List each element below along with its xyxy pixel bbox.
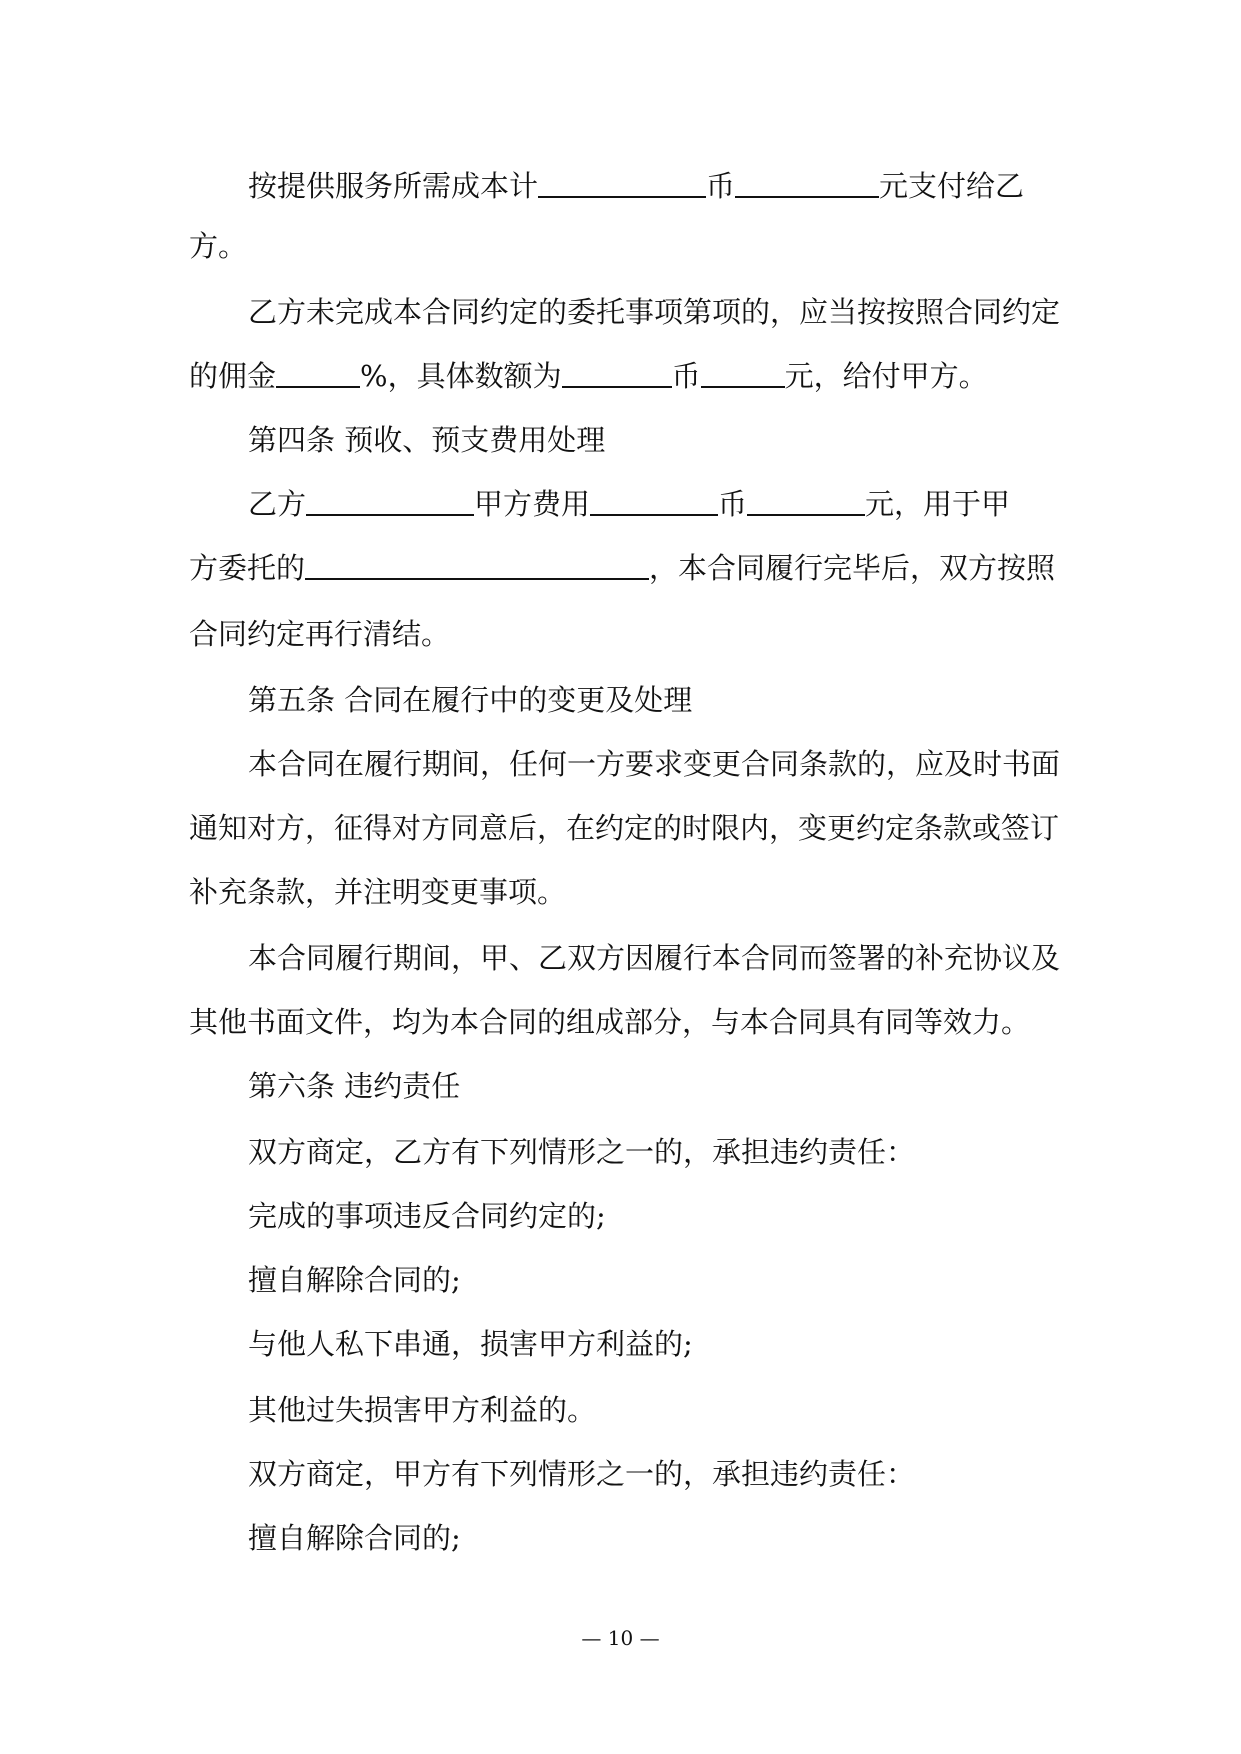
list-item [248,1390,596,1430]
paragraph-line [248,1132,915,1172]
text-segment: 甲方费用 [474,487,591,521]
text-segment: 方。 [189,229,248,263]
text-segment: 元，给付甲方。 [784,359,988,393]
paragraph-line [189,548,1055,588]
section-heading: 第六条 违约责任 [248,1069,461,1103]
list-item [248,1324,693,1364]
text-segment: 按提供服务所需成本计 [248,169,539,203]
fill-in-blank [701,356,785,388]
paragraph-line [189,614,450,654]
paragraph-line [189,872,566,912]
fill-in-blank [305,548,649,580]
fill-in-blank [747,484,865,516]
paragraph-line [248,938,1060,978]
paragraph-line [248,1454,915,1494]
section-heading: 第四条 预收、预支费用处理 [248,423,606,457]
text-segment: 本合同在履行期间，任何一方要求变更合同条款的，应及时书面 [248,747,1061,781]
text-segment: 的佣金 [189,359,277,393]
text-segment: 完成的事项违反合同约定的; [248,1199,606,1233]
text-segment: 币 [718,487,748,521]
text-segment: ，本合同履行完毕后，双方按照 [649,551,1056,585]
text-segment: 双方商定，乙方有下列情形之一的，承担违约责任： [248,1135,916,1169]
list-item [248,1518,461,1558]
fill-in-blank [590,484,718,516]
page-number: — 10 — [581,1626,660,1650]
text-segment: 方委托的 [189,551,306,585]
list-item [248,1260,461,1300]
text-segment: 本合同履行期间，甲、乙双方因履行本合同而签署的补充协议及 [248,941,1061,975]
paragraph-line [189,808,1059,848]
text-segment: 擅自解除合同的; [248,1521,461,1555]
paragraph-line [189,356,988,396]
text-segment: 通知对方，征得对方同意后，在约定的时限内，变更约定条款或签订 [189,811,1060,845]
text-segment: %，具体数额为 [360,359,562,393]
fill-in-blank [306,484,474,516]
text-segment: 其他书面文件，均为本合同的组成部分，与本合同具有同等效力。 [189,1005,1031,1039]
section-heading: 第五条 合同在履行中的变更及处理 [248,683,693,717]
text-segment: 乙方 [248,487,307,521]
text-segment: 元支付给乙 [879,169,1025,203]
fill-in-blank [276,356,360,388]
text-segment: 其他过失损害甲方利益的。 [248,1393,597,1427]
paragraph-line [248,484,1010,524]
paragraph-line [248,744,1060,784]
text-segment: 乙方未完成本合同约定的委托事项第项的，应当按按照合同约定 [248,295,1061,329]
fill-in-blank [538,166,706,198]
text-segment: 补充条款，并注明变更事项。 [189,875,567,909]
fill-in-blank [735,166,879,198]
text-segment: 双方商定，甲方有下列情形之一的，承担违约责任： [248,1457,916,1491]
text-segment: 合同约定再行清结。 [189,617,451,651]
paragraph-line [189,1002,1030,1042]
fill-in-blank [562,356,672,388]
text-segment: 币 [706,169,736,203]
list-item [248,1196,606,1236]
text-segment: 擅自解除合同的; [248,1263,461,1297]
paragraph-line [248,166,1024,206]
paragraph-line [248,292,1060,332]
text-segment: 元，用于甲 [865,487,1011,521]
text-segment: 币 [671,359,701,393]
paragraph-line [189,226,247,266]
text-segment: 与他人私下串通，损害甲方利益的; [248,1327,693,1361]
